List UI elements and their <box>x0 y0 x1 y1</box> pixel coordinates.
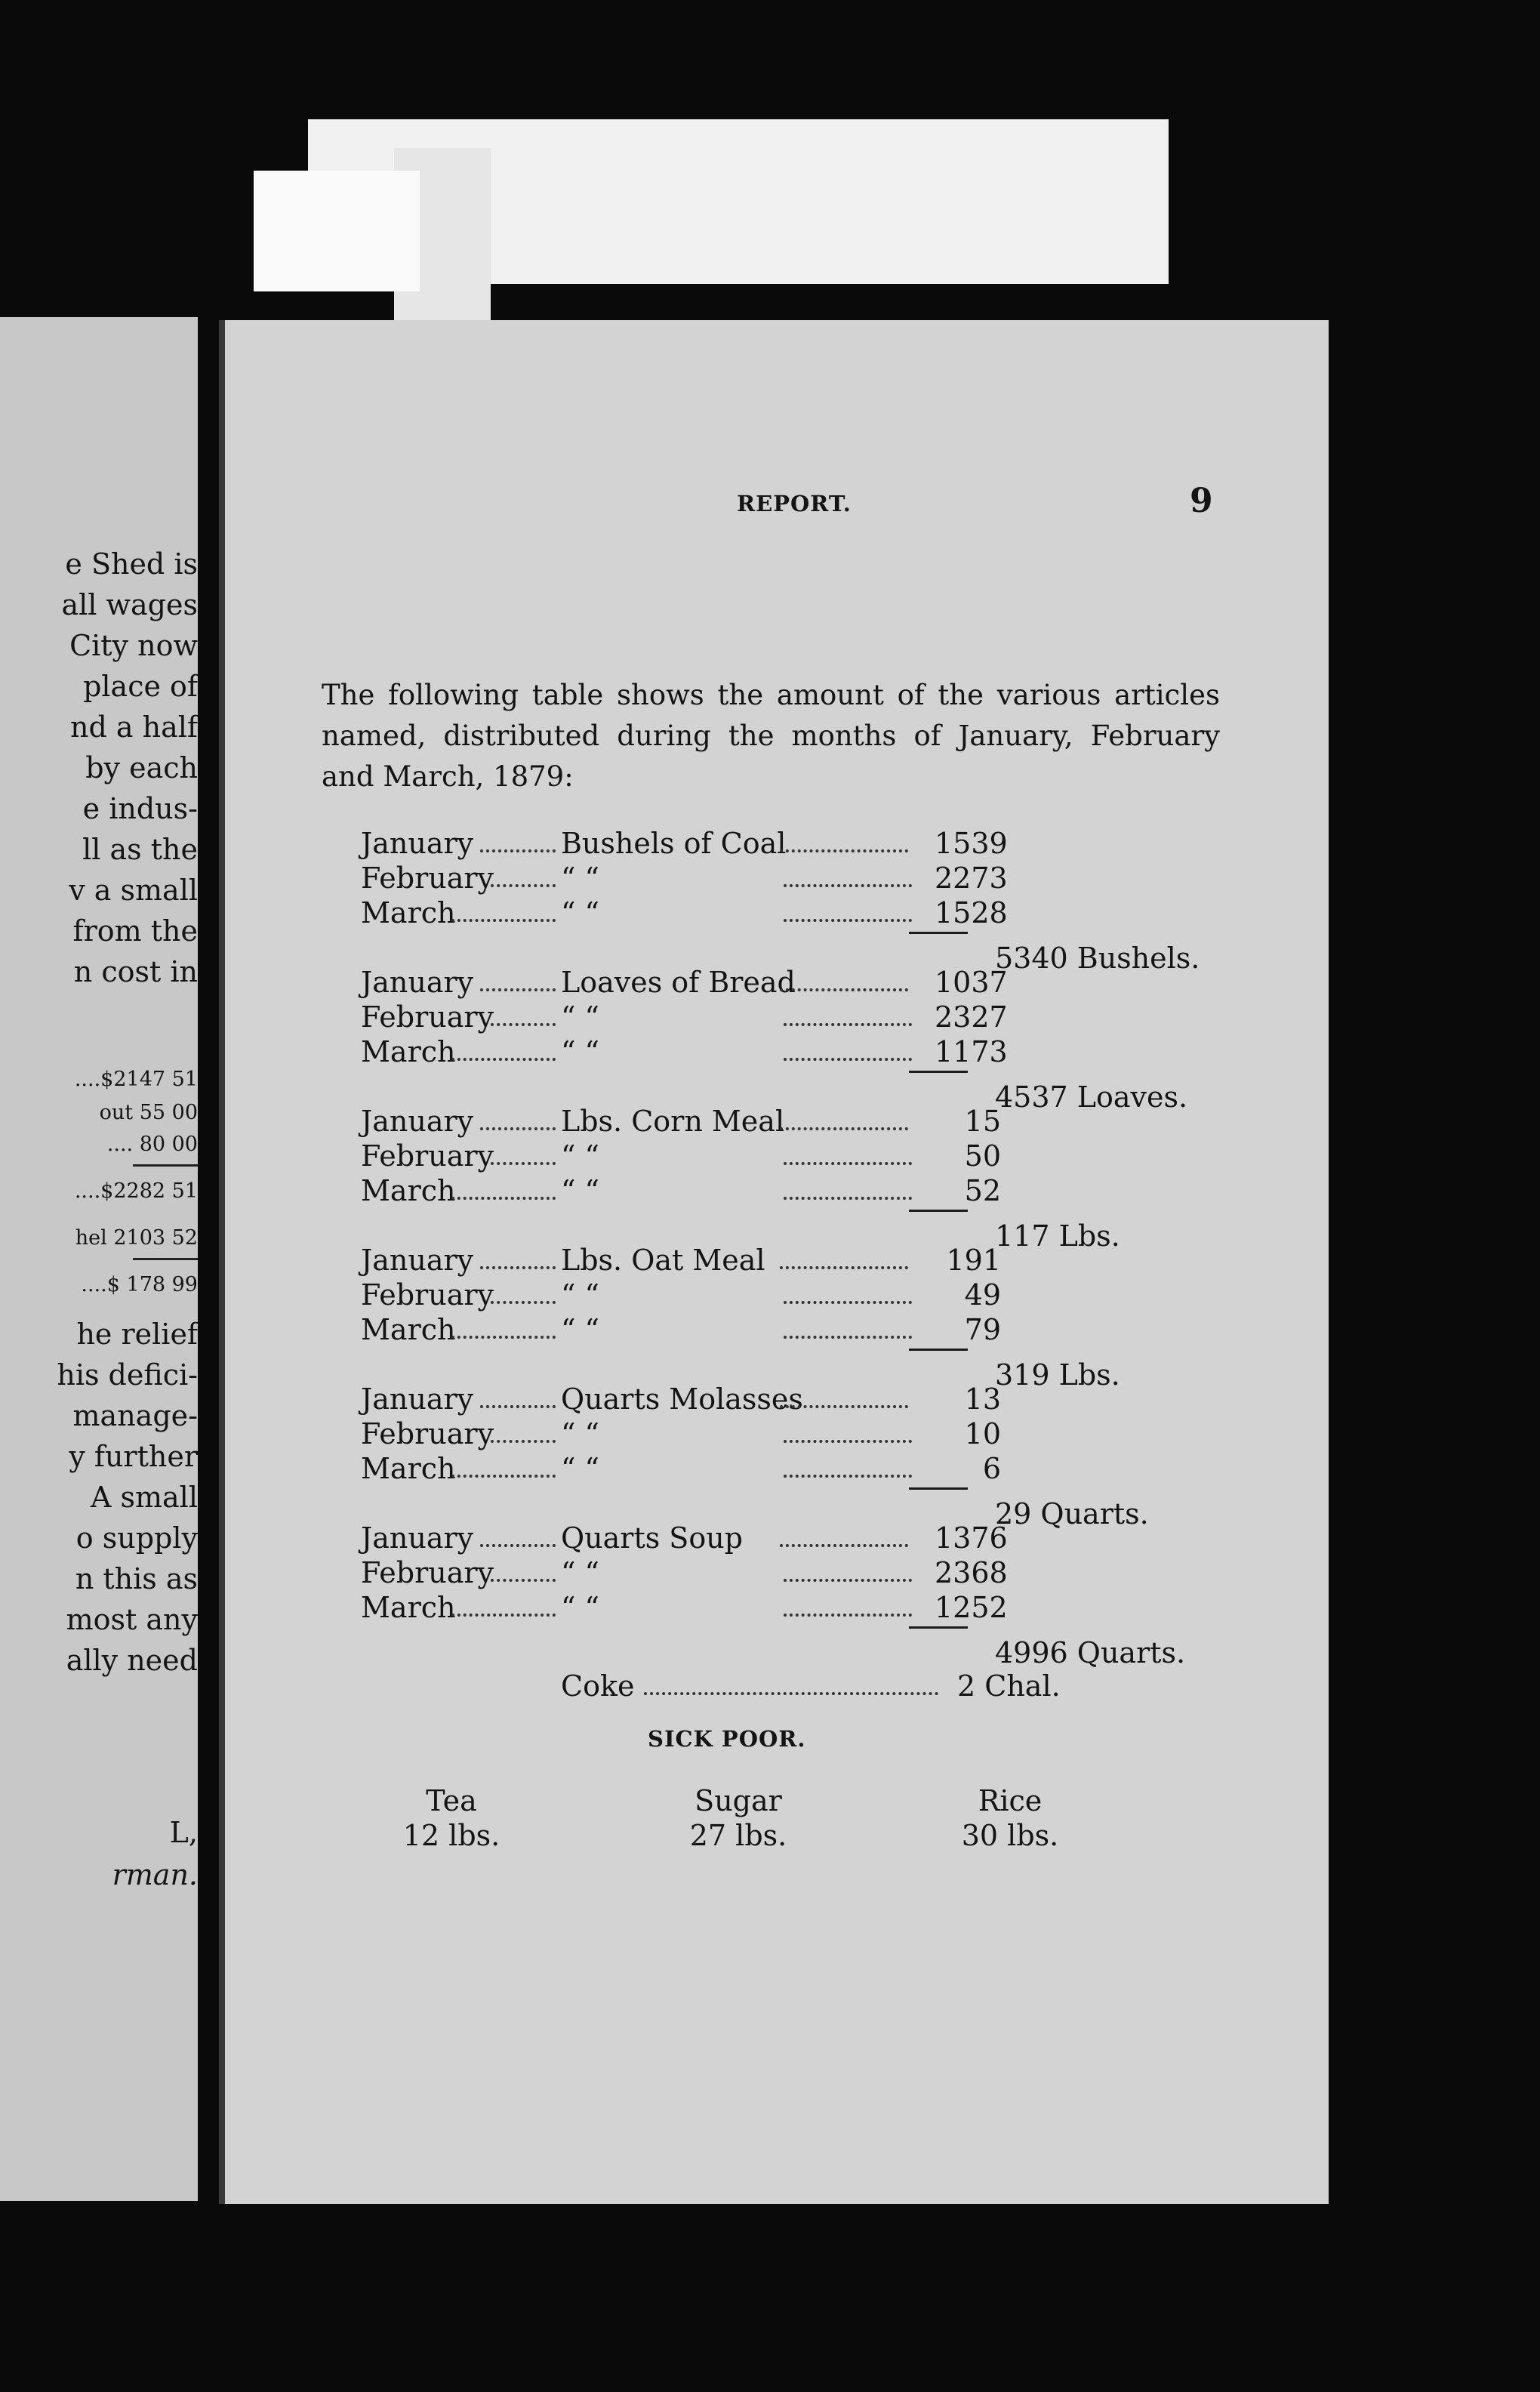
left-text-line: ally need <box>66 1644 198 1677</box>
group-total: 4996 Quarts. <box>995 1636 1186 1669</box>
dot-leader <box>644 1660 938 1695</box>
dot-leader <box>480 1512 556 1547</box>
quantity: 10 <box>964 1417 1001 1450</box>
dot-leader <box>784 1408 912 1443</box>
left-text-line: manage- <box>72 1399 198 1432</box>
left-figure-line: ....$2147 51 <box>74 1068 198 1091</box>
dot-leader <box>451 1165 556 1200</box>
quantity: 2327 <box>935 1000 1008 1034</box>
dot-leader <box>784 1443 912 1478</box>
quantity: 191 <box>946 1244 1001 1277</box>
dot-leader <box>784 1130 912 1165</box>
coke-qty: 2 Chal. <box>957 1669 1061 1703</box>
month-label: January <box>361 1105 474 1138</box>
sick-poor-item <box>383 1783 519 1853</box>
quantity: 1252 <box>935 1591 1008 1624</box>
sum-rule <box>909 1210 968 1212</box>
article-label: Bushels of Coal <box>561 827 787 860</box>
left-figure-line: hel 2103 52 <box>75 1226 198 1250</box>
left-text-line: o supply <box>75 1521 198 1555</box>
dot-leader <box>451 1582 556 1617</box>
article-label: “ “ <box>561 1417 599 1450</box>
month-label: February <box>361 1278 494 1312</box>
group-total: 117 Lbs. <box>995 1219 1120 1253</box>
month-label: March <box>361 1174 456 1207</box>
table-row <box>361 895 1214 930</box>
month-label: March <box>361 1313 456 1346</box>
left-figure-line: ....$ 178 99 <box>81 1273 198 1296</box>
month-label: February <box>361 1139 494 1173</box>
quantity: 49 <box>964 1278 1001 1312</box>
sick-poor-item <box>942 1783 1078 1853</box>
group-total: 4537 Loaves. <box>995 1080 1188 1114</box>
dot-leader <box>784 1165 912 1200</box>
quantity: 1037 <box>935 966 1008 999</box>
intro-text: The following table shows the amount of the various articles named, distributed during the months of January, February and March, 1879: <box>322 679 1220 793</box>
dot-leader <box>784 1026 912 1061</box>
left-text-line: n this as <box>75 1562 198 1595</box>
article-label: “ “ <box>561 1035 599 1068</box>
quantity: 1539 <box>935 827 1008 860</box>
dot-leader <box>780 1373 908 1408</box>
month-label: March <box>361 1035 456 1068</box>
sum-rule <box>909 1071 968 1073</box>
sick-poor-item-name: Rice <box>978 1784 1043 1817</box>
article-label: “ “ <box>561 1139 599 1173</box>
left-text-line: e indus- <box>82 792 198 825</box>
dot-leader <box>784 887 912 922</box>
month-label: January <box>361 827 474 860</box>
left-text-line: nd a half <box>70 711 198 744</box>
article-label: Quarts Soup <box>561 1521 744 1555</box>
article-label: “ “ <box>561 1313 599 1346</box>
dot-leader <box>784 1547 912 1582</box>
left-text-line: most any <box>66 1603 198 1636</box>
left-text-line: by each <box>85 751 198 784</box>
article-label: “ “ <box>561 1591 599 1624</box>
left-text-line: place of <box>83 670 198 703</box>
dot-leader <box>491 1130 556 1165</box>
sick-poor-item-name: Sugar <box>695 1784 782 1817</box>
sick-poor-item <box>670 1783 806 1853</box>
left-text-line: he relief <box>76 1318 198 1351</box>
quantity: 79 <box>964 1313 1001 1346</box>
dot-leader <box>480 1373 556 1408</box>
dot-leader <box>780 957 908 991</box>
dot-leader <box>480 818 556 852</box>
month-label: February <box>361 1000 494 1034</box>
sum-rule <box>133 1258 198 1260</box>
article-label: “ “ <box>561 1452 599 1485</box>
dot-leader <box>451 1443 556 1478</box>
left-signature-line: L, <box>169 1816 198 1849</box>
quantity: 6 <box>982 1452 1001 1485</box>
month-label: March <box>361 896 456 929</box>
dot-leader <box>784 991 912 1026</box>
page-number: 9 <box>1190 482 1213 520</box>
dot-leader <box>480 957 556 991</box>
dot-leader <box>784 852 912 887</box>
dot-leader <box>451 1304 556 1339</box>
dot-leader <box>480 1096 556 1130</box>
article-label: “ “ <box>561 896 599 929</box>
sick-poor-item-amount: 30 lbs. <box>961 1819 1059 1852</box>
dot-leader <box>451 1026 556 1061</box>
article-label: “ “ <box>561 862 599 895</box>
left-text-line: ll as the <box>82 833 198 866</box>
quantity: 50 <box>964 1139 1001 1173</box>
dot-leader <box>780 1096 908 1130</box>
month-label: January <box>361 966 474 999</box>
quantity: 13 <box>964 1382 1001 1416</box>
month-label: January <box>361 1382 474 1416</box>
month-label: February <box>361 1417 494 1450</box>
table-row <box>361 1590 1214 1625</box>
article-label: Lbs. Corn Meal <box>561 1105 785 1138</box>
dot-leader <box>451 887 556 922</box>
left-text-line: his defici- <box>57 1358 198 1392</box>
dot-leader <box>784 1582 912 1617</box>
month-label: February <box>361 862 494 895</box>
sum-rule <box>909 1349 968 1351</box>
sick-poor-heading: SICK POOR. <box>648 1726 806 1752</box>
article-label: “ “ <box>561 1556 599 1589</box>
group-total: 319 Lbs. <box>995 1358 1120 1392</box>
article-label: “ “ <box>561 1000 599 1034</box>
sum-rule <box>909 932 968 934</box>
left-text-line: from the <box>72 914 198 948</box>
quantity: 15 <box>964 1105 1001 1138</box>
left-text-line: City now <box>69 629 198 662</box>
left-figure-line: .... 80 00 <box>106 1133 198 1156</box>
dot-leader <box>491 991 556 1026</box>
quantity: 2273 <box>935 862 1008 895</box>
sum-rule <box>909 1487 968 1490</box>
coke-article: Coke <box>561 1669 635 1703</box>
dot-leader <box>491 1547 556 1582</box>
dot-leader <box>491 852 556 887</box>
quantity: 1528 <box>935 896 1008 929</box>
quantity: 52 <box>964 1174 1001 1207</box>
paper-slip <box>254 171 420 291</box>
sick-poor-item-amount: 27 lbs. <box>689 1819 787 1852</box>
dot-leader <box>491 1408 556 1443</box>
quantity: 1376 <box>935 1521 1008 1555</box>
left-figure-line: ....$2282 51 <box>74 1179 198 1203</box>
table-row <box>361 1312 1214 1347</box>
left-signature-line: rman. <box>112 1858 198 1891</box>
left-text-line: A small <box>90 1481 198 1514</box>
article-label: Loaves of Bread <box>561 966 796 999</box>
quantity: 2368 <box>935 1556 1008 1589</box>
left-text-line: y further <box>69 1440 198 1473</box>
dot-leader <box>780 1512 908 1547</box>
table-row <box>361 1173 1214 1208</box>
intro-paragraph <box>322 675 1220 797</box>
sum-rule <box>133 1164 198 1167</box>
sick-poor-item-amount: 12 lbs. <box>402 1819 500 1852</box>
left-figure-line: out 55 00 <box>99 1101 198 1124</box>
dot-leader <box>780 818 908 852</box>
dot-leader <box>491 1269 556 1304</box>
table-row <box>361 1451 1214 1486</box>
left-page <box>0 317 198 2201</box>
table-row <box>361 1034 1214 1069</box>
dot-leader <box>784 1304 912 1339</box>
left-text-line: v a small <box>69 874 198 907</box>
month-label: March <box>361 1452 456 1485</box>
left-text-line: all wages <box>61 588 198 621</box>
dot-leader <box>780 1235 908 1269</box>
quantity: 1173 <box>935 1035 1008 1068</box>
article-label: “ “ <box>561 1174 599 1207</box>
dot-leader <box>784 1269 912 1304</box>
article-label: Lbs. Oat Meal <box>561 1244 765 1277</box>
group-total: 29 Quarts. <box>995 1497 1149 1530</box>
right-page <box>219 320 1329 2204</box>
group-total: 5340 Bushels. <box>995 942 1200 975</box>
sum-rule <box>909 1626 968 1629</box>
month-label: February <box>361 1556 494 1589</box>
month-label: March <box>361 1591 456 1624</box>
article-label: Quarts Molasses <box>561 1382 803 1416</box>
left-text-line: n cost in <box>73 955 198 988</box>
month-label: January <box>361 1521 474 1555</box>
article-label: “ “ <box>561 1278 599 1312</box>
month-label: January <box>361 1244 474 1277</box>
left-text-line: e Shed is <box>65 547 198 581</box>
sick-poor-item-name: Tea <box>426 1784 477 1817</box>
dot-leader <box>480 1235 556 1269</box>
coke-row <box>361 1669 1214 1703</box>
running-head: REPORT. <box>737 491 852 516</box>
